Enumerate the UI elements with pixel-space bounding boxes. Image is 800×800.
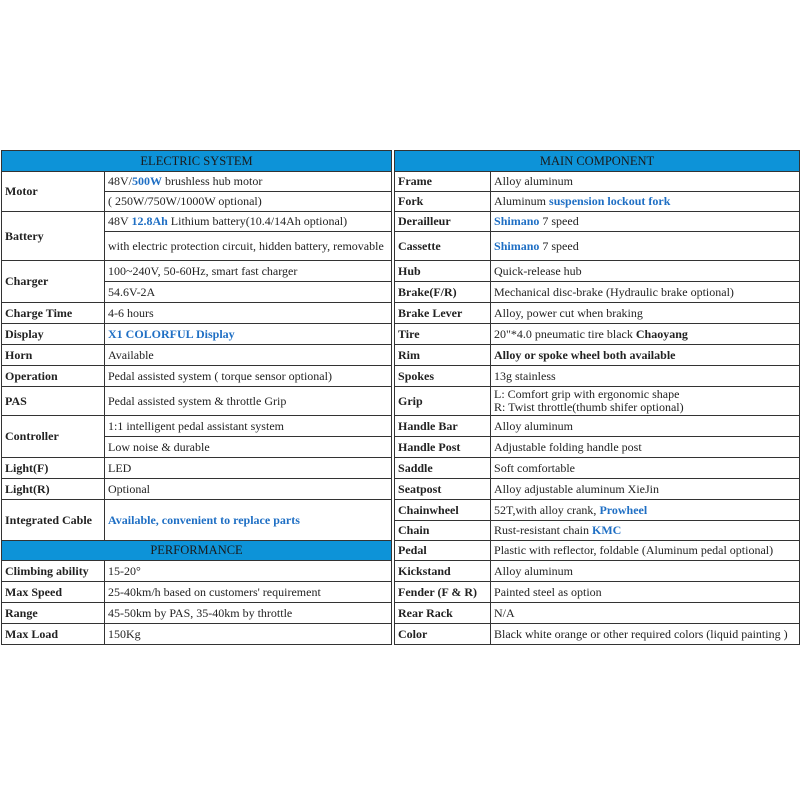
rim-value: Alloy or spoke wheel both available (491, 345, 800, 366)
seatpost-value: Alloy adjustable aluminum XieJin (491, 479, 800, 500)
light-rear-label: Light(R) (2, 479, 105, 500)
battery-details: with electric protection circuit, hidden battery, removable (105, 232, 392, 261)
charge-time-label: Charge Time (2, 303, 105, 324)
section-electric-system: ELECTRIC SYSTEM (2, 151, 392, 172)
handle-post-value: Adjustable folding handle post (491, 437, 800, 458)
chainwheel-label: Chainwheel (395, 500, 491, 521)
battery-label: Battery (2, 212, 105, 261)
light-rear-value: Optional (105, 479, 392, 500)
range-value: 45-50km by PAS, 35-40km by throttle (105, 603, 392, 624)
controller-value: 1:1 intelligent pedal assistant system (105, 416, 392, 437)
max-load-label: Max Load (2, 624, 105, 645)
charge-time-value: 4-6 hours (105, 303, 392, 324)
saddle-value: Soft comfortable (491, 458, 800, 479)
charger-label: Charger (2, 261, 105, 303)
charger-output: 54.6V-2A (105, 282, 392, 303)
fork-value: Aluminum suspension lockout fork (491, 192, 800, 212)
color-value: Black white orange or other required colors (liquid painting ) (491, 624, 800, 645)
chain-value: Rust-resistant chain KMC (491, 521, 800, 541)
motor-label: Motor (2, 172, 105, 212)
horn-value: Available (105, 345, 392, 366)
fork-label: Fork (395, 192, 491, 212)
pas-label: PAS (2, 387, 105, 416)
climbing-ability-value: 15-20° (105, 561, 392, 582)
climbing-ability-label: Climbing ability (2, 561, 105, 582)
display-label: Display (2, 324, 105, 345)
tire-value: 20"*4.0 pneumatic tire black Chaoyang (491, 324, 800, 345)
hub-value: Quick-release hub (491, 261, 800, 282)
brake-value: Mechanical disc-brake (Hydraulic brake optional) (491, 282, 800, 303)
fender-label: Fender (F & R) (395, 582, 491, 603)
spec-sheet (1, 150, 799, 645)
kickstand-label: Kickstand (395, 561, 491, 582)
chainwheel-value: 52T,with alloy crank, Prowheel (491, 500, 800, 521)
saddle-label: Saddle (395, 458, 491, 479)
fender-value: Painted steel as option (491, 582, 800, 603)
motor-value: 48V/500W brushless hub motor (105, 172, 392, 192)
horn-label: Horn (2, 345, 105, 366)
grip-right: R: Twist throttle(thumb shifer optional) (494, 400, 684, 414)
spec-table (1, 150, 800, 645)
frame-value: Alloy aluminum (491, 172, 800, 192)
cassette-value: Shimano 7 speed (491, 232, 800, 261)
pedal-value: Plastic with reflector, foldable (Aluminum pedal optional) (491, 541, 800, 561)
derailleur-value: Shimano 7 speed (491, 212, 800, 232)
pedal-label: Pedal (395, 541, 491, 561)
rear-rack-label: Rear Rack (395, 603, 491, 624)
spokes-value: 13g stainless (491, 366, 800, 387)
handle-bar-label: Handle Bar (395, 416, 491, 437)
brake-label: Brake(F/R) (395, 282, 491, 303)
grip-left: L: Comfort grip with ergonomic shape (494, 387, 680, 401)
grip-label: Grip (395, 387, 491, 416)
color-label: Color (395, 624, 491, 645)
controller-label: Controller (2, 416, 105, 458)
controller-details: Low noise & durable (105, 437, 392, 458)
frame-label: Frame (395, 172, 491, 192)
handle-bar-value: Alloy aluminum (491, 416, 800, 437)
chain-label: Chain (395, 521, 491, 541)
charger-value: 100~240V, 50-60Hz, smart fast charger (105, 261, 392, 282)
pas-value: Pedal assisted system & throttle Grip (105, 387, 392, 416)
derailleur-label: Derailleur (395, 212, 491, 232)
rear-rack-value: N/A (491, 603, 800, 624)
operation-label: Operation (2, 366, 105, 387)
hub-label: Hub (395, 261, 491, 282)
light-front-value: LED (105, 458, 392, 479)
max-speed-value: 25-40km/h based on customers' requirement (105, 582, 392, 603)
kickstand-value: Alloy aluminum (491, 561, 800, 582)
motor-options: ( 250W/750W/1000W optional) (105, 192, 392, 212)
integrated-cable-label: Integrated Cable (2, 500, 105, 541)
spokes-label: Spokes (395, 366, 491, 387)
integrated-cable-value: Available, convenient to replace parts (105, 500, 392, 541)
max-speed-label: Max Speed (2, 582, 105, 603)
grip-value (491, 387, 800, 416)
tire-label: Tire (395, 324, 491, 345)
max-load-value: 150Kg (105, 624, 392, 645)
display-value: X1 COLORFUL Display (105, 324, 392, 345)
range-label: Range (2, 603, 105, 624)
light-front-label: Light(F) (2, 458, 105, 479)
section-main-component: MAIN COMPONENT (395, 151, 800, 172)
section-performance: PERFORMANCE (2, 541, 392, 561)
operation-value: Pedal assisted system ( torque sensor optional) (105, 366, 392, 387)
cassette-label: Cassette (395, 232, 491, 261)
brake-lever-label: Brake Lever (395, 303, 491, 324)
rim-label: Rim (395, 345, 491, 366)
handle-post-label: Handle Post (395, 437, 491, 458)
battery-value: 48V 12.8Ah Lithium battery(10.4/14Ah optional) (105, 212, 392, 232)
brake-lever-value: Alloy, power cut when braking (491, 303, 800, 324)
seatpost-label: Seatpost (395, 479, 491, 500)
